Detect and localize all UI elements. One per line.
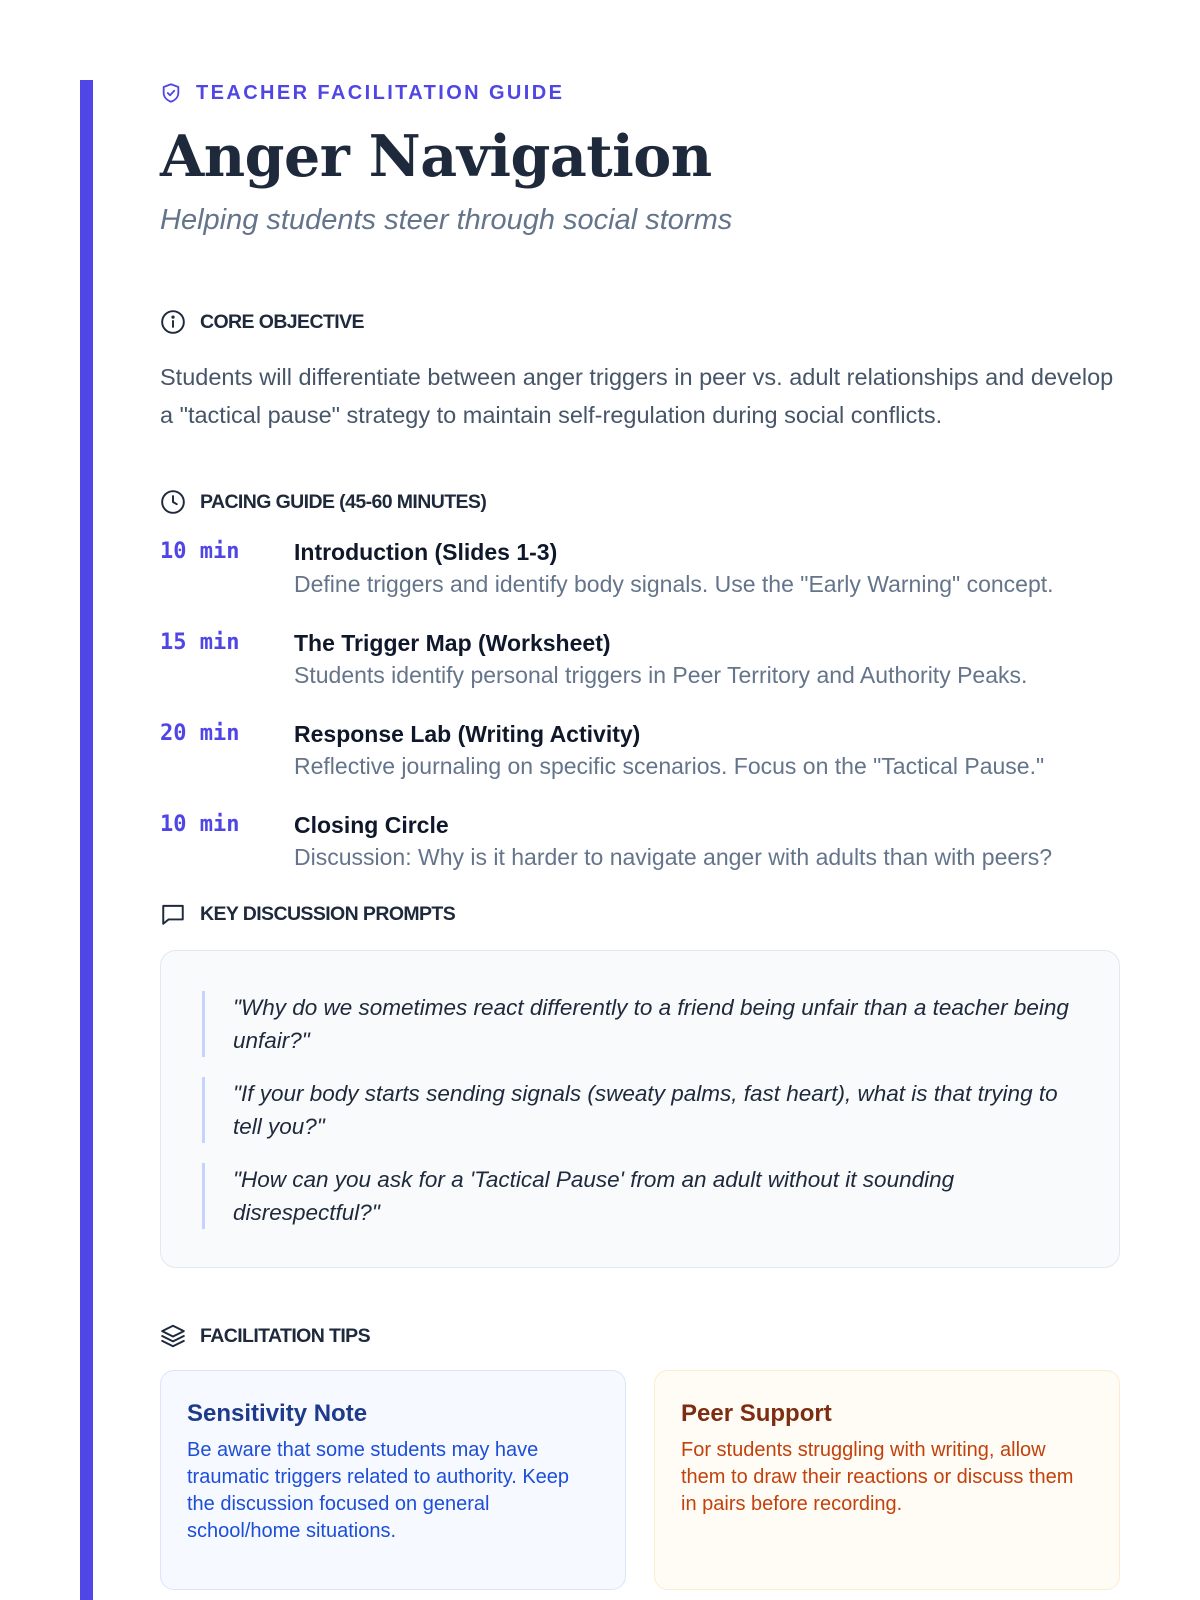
page-title: Anger Navigation xyxy=(160,123,712,190)
prompts-heading xyxy=(160,900,1120,928)
accent-bar xyxy=(80,80,93,1600)
pacing-heading xyxy=(160,488,1120,516)
guide-kicker xyxy=(160,78,1120,108)
pacing-heading-label: PACING GUIDE (45-60 MINUTES) xyxy=(200,490,487,513)
pacing-title: The Trigger Map (Worksheet) xyxy=(294,630,611,656)
pacing-desc: Reflective journaling on specific scenarios. Focus on the "Tactical Pause." xyxy=(294,753,1045,779)
pacing-time: 10 min xyxy=(160,539,240,564)
pacing-time: 10 min xyxy=(160,812,240,837)
prompts-heading-label: KEY DISCUSSION PROMPTS xyxy=(200,902,456,925)
pacing-title: Introduction (Slides 1-3) xyxy=(294,539,558,565)
tip-text: Be aware that some students may have traumatic triggers related to authority. Keep the discussion focused on general school/home situations. xyxy=(187,1439,570,1542)
tips-grid xyxy=(160,1370,1120,1590)
pacing-desc: Discussion: Why is it harder to navigate anger with adults than with peers? xyxy=(294,844,1053,870)
guide-content xyxy=(160,78,1120,1590)
sensitivity-note-card xyxy=(160,1370,626,1590)
tips-heading-label: FACILITATION TIPS xyxy=(200,1324,370,1347)
pacing-time: 20 min xyxy=(160,721,240,746)
pacing-body xyxy=(294,718,1044,783)
pacing-item xyxy=(160,718,1120,783)
clock-icon xyxy=(160,489,186,515)
objective-heading xyxy=(160,308,1120,336)
pacing-title: Response Lab (Writing Activity) xyxy=(294,721,641,747)
shield-check-icon xyxy=(160,81,182,105)
pacing-body xyxy=(294,536,1054,601)
pacing-body xyxy=(294,809,1052,874)
discussion-prompt: "If your body starts sending signals (sweaty palms, fast heart), what is that trying to tell you?" xyxy=(202,1077,1079,1143)
objective-text: Students will differentiate between anger triggers in peer vs. adult relationships and develop a "tactical pause" strategy to maintain self-regulation during social conflicts. xyxy=(160,364,1114,428)
peer-support-card xyxy=(654,1370,1120,1590)
prompts-card xyxy=(160,950,1120,1268)
page-subtitle: Helping students steer through social storms xyxy=(160,204,733,236)
pacing-time: 15 min xyxy=(160,630,240,655)
pacing-desc: Students identify personal triggers in Peer Territory and Authority Peaks. xyxy=(294,662,1028,688)
pacing-list xyxy=(160,536,1120,874)
pacing-body xyxy=(294,627,1027,692)
tips-heading xyxy=(160,1322,1120,1350)
tip-title: Sensitivity Note xyxy=(187,1400,368,1427)
pacing-item xyxy=(160,536,1120,601)
pacing-title: Closing Circle xyxy=(294,812,449,838)
discussion-prompt: "Why do we sometimes react differently to a friend being unfair than a teacher being unfair?" xyxy=(202,991,1079,1057)
tip-text: For students struggling with writing, allow them to draw their reactions or discuss them in pairs before recording. xyxy=(681,1439,1074,1515)
discussion-prompt: "How can you ask for a 'Tactical Pause' from an adult without it sounding disrespectful?" xyxy=(202,1163,1079,1229)
objective-heading-label: CORE OBJECTIVE xyxy=(200,310,364,333)
tip-title: Peer Support xyxy=(681,1400,832,1427)
message-square-icon xyxy=(160,901,186,927)
layers-icon xyxy=(160,1323,186,1349)
pacing-item xyxy=(160,627,1120,692)
pacing-item xyxy=(160,809,1120,874)
kicker-label: TEACHER FACILITATION GUIDE xyxy=(196,81,565,104)
pacing-desc: Define triggers and identify body signals. Use the "Early Warning" concept. xyxy=(294,571,1054,597)
info-icon xyxy=(160,309,186,335)
